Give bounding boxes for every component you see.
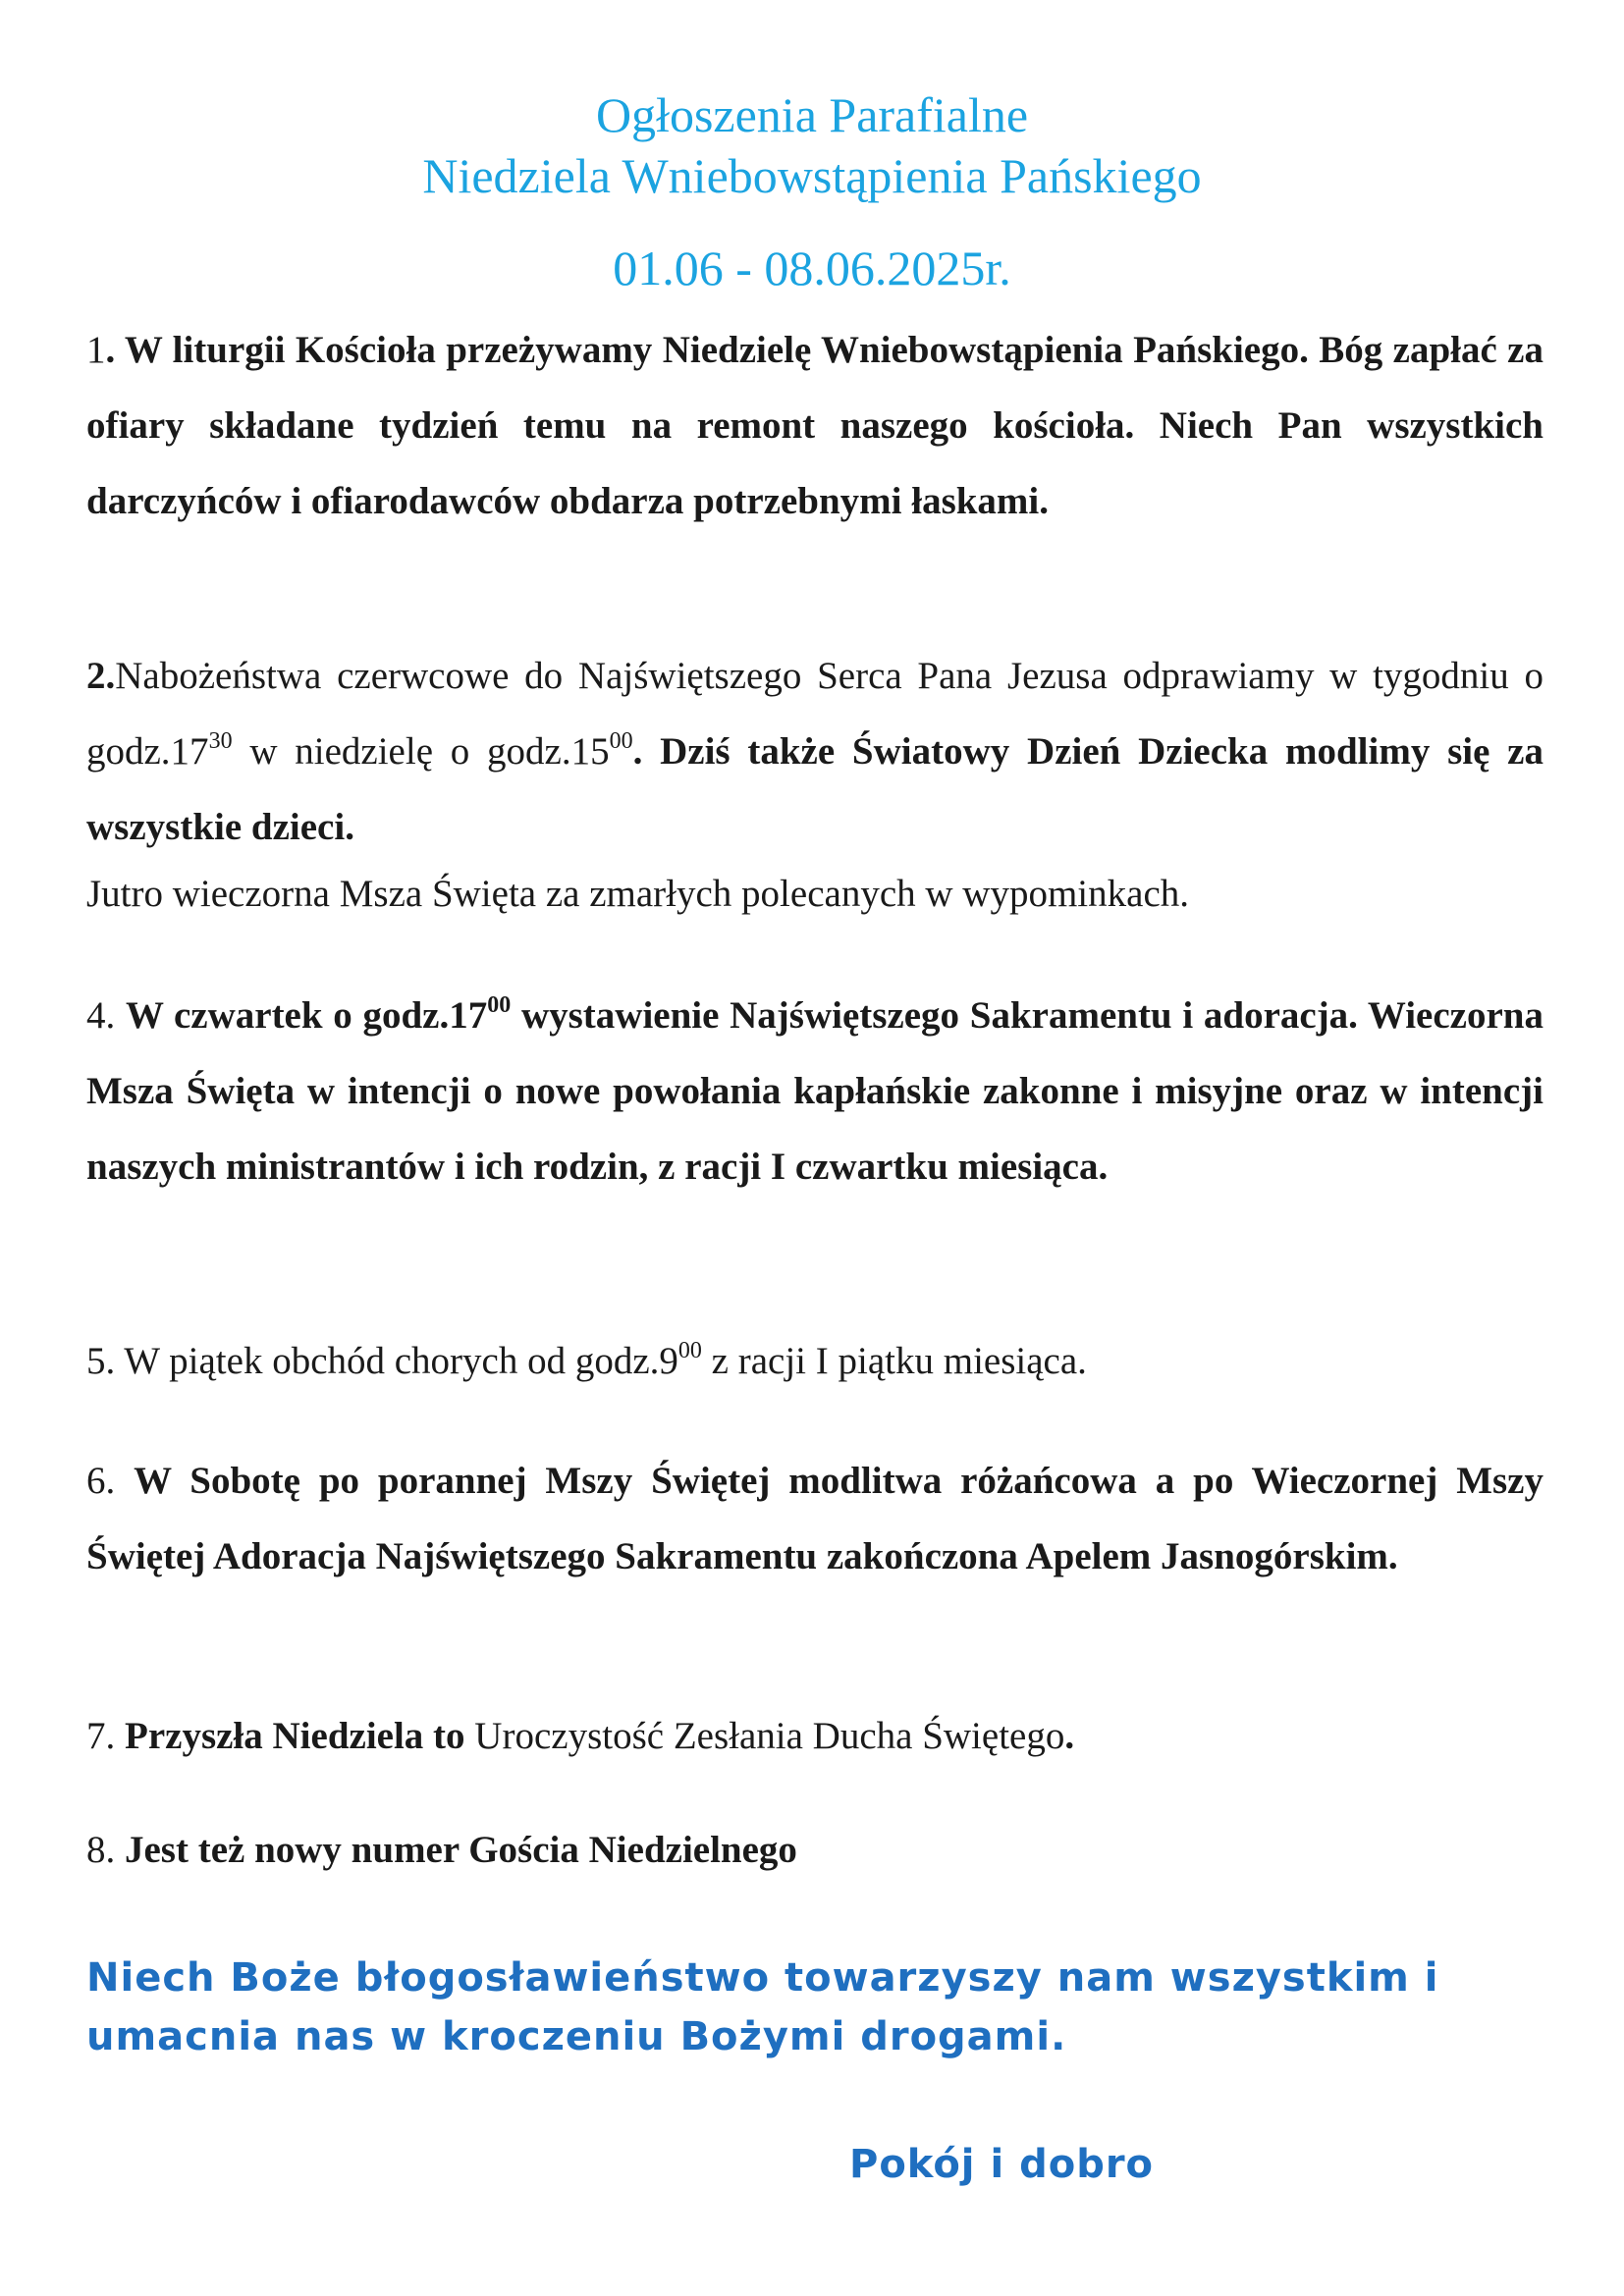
bulletin-subtitle: Niedziela Wniebowstąpienia Pańskiego (422, 148, 1202, 203)
announcement-7-end: . (1064, 1715, 1075, 1757)
announcement-7-bold-text: Przyszła Niedziela to (125, 1715, 465, 1757)
announcement-4-bold-part2: wystawienie Najświętszego Sakramentu i adoracja. Wieczorna Msza Święta w intencji o nowe powołania kapłańskie zakonne i misyjne oraz w intencji naszych ministrantów i ich rodzin, z racji I czwartku miesiąca. (86, 994, 1543, 1188)
closing-greeting: Pokój i dobro (849, 2142, 1155, 2187)
announcement-5-text-part1: 5. W piątek obchód chorych od godz.9 (86, 1340, 678, 1382)
announcement-7 (86, 1698, 1543, 1774)
announcement-1-text: . W liturgii Kościoła przeżywamy Niedzielę Wniebowstąpienia Pańskiego. Bóg zapłać za ofiary składane tydzień temu na remont naszego kościoła. Niech Pan wszystkich darczyńców i ofiarodawców obdarza potrzebnymi łaskami. (86, 329, 1543, 522)
announcement-2-time-sup1: 30 (208, 728, 233, 754)
announcement-8 (86, 1812, 1543, 1888)
announcement-4 (86, 978, 1543, 1204)
bulletin-date-range: 01.06 - 08.06.2025r. (613, 240, 1011, 295)
bulletin-title: Ogłoszenia Parafialne (595, 87, 1029, 142)
announcement-2 (86, 638, 1543, 865)
announcement-5 (86, 1323, 1543, 1399)
announcement-4-bold-part1: W czwartek o godz.17 (125, 994, 488, 1037)
announcement-7-number: 7. (86, 1715, 125, 1757)
announcement-4-number: 4. (86, 994, 126, 1037)
announcement-2-text-part1: Nabożeństwa czerwcowe do Najświętszego Serca Pana Jezusa odprawiamy w tygodniu o godz.17 (86, 655, 1543, 773)
announcement-2-text-part2: w niedzielę o godz.15 (232, 730, 610, 773)
announcement-4-time-sup: 00 (487, 992, 512, 1018)
announcement-8-number: 8. (86, 1829, 125, 1871)
announcement-2-bold-text: . Dziś także Światowy Dzień Dziecka modlimy się za wszystkie dzieci. (86, 730, 1543, 848)
announcement-6 (86, 1443, 1543, 1594)
announcement-8-text: Jest też nowy numer Gościa Niedzielnego (125, 1829, 797, 1871)
announcement-2-extra-line: Jutro wieczorna Msza Święta za zmarłych polecanych w wypominkach. (86, 873, 1190, 915)
announcement-5-text-part2: z racji I piątku miesiąca. (701, 1340, 1087, 1382)
announcement-5-time-sup: 00 (677, 1338, 702, 1363)
announcement-6-number: 6. (86, 1460, 135, 1502)
announcement-1 (86, 312, 1543, 539)
announcement-2-number: 2. (86, 655, 116, 697)
announcement-1-number: 1 (86, 329, 106, 371)
announcement-2-time-sup2: 00 (609, 728, 633, 754)
announcement-6-text: W Sobotę po porannej Mszy Świętej modlitwa różańcowa a po Wieczornej Mszy Świętej Adoracja Najświętszego Sakramentu zakończona Apelem Jasnogórskim. (86, 1460, 1543, 1577)
blessing-text: Niech Boże błogosławieństwo towarzyszy nam wszystkim i umacnia nas w kroczeniu Bożymi drogami. (86, 1955, 1439, 2059)
announcement-7-text: Uroczystość Zesłania Ducha Świętego (464, 1715, 1065, 1757)
